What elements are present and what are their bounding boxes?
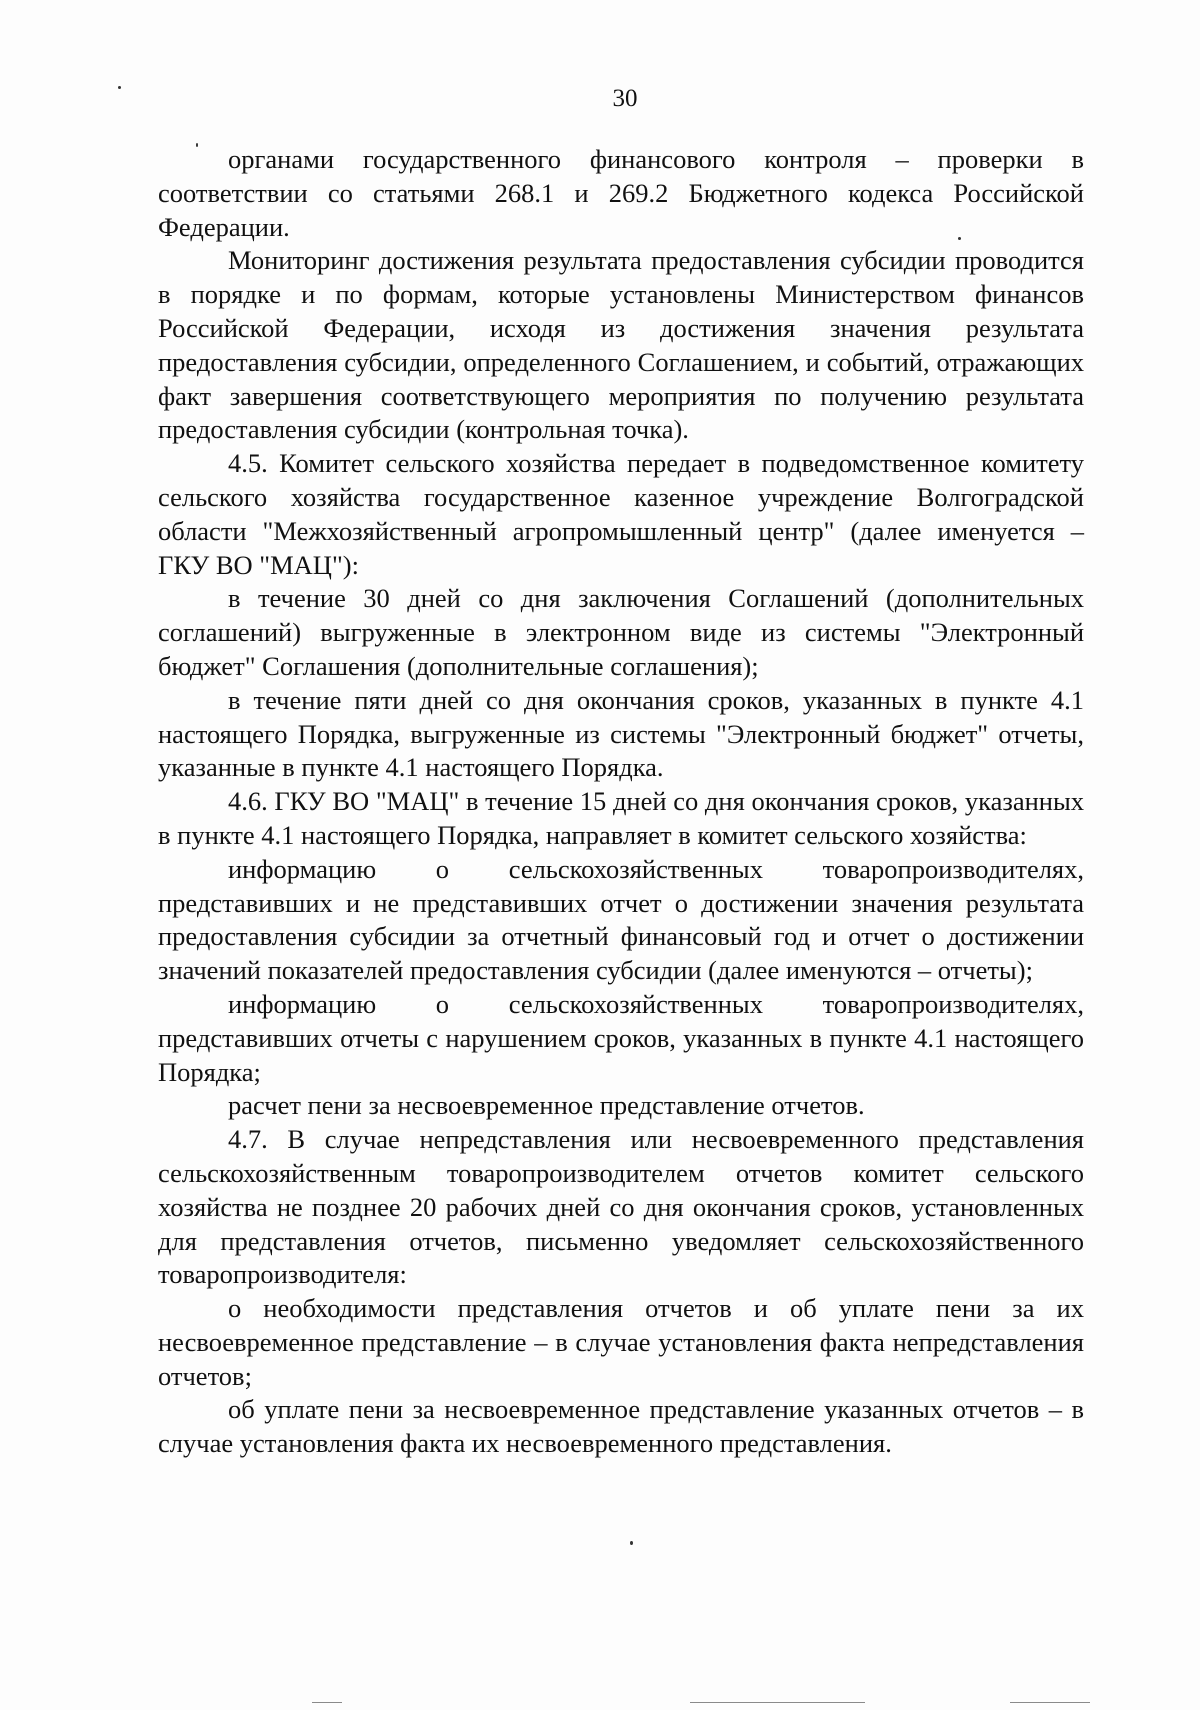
scan-speck <box>630 1541 633 1545</box>
scan-speck <box>118 86 121 89</box>
paragraph: в течение пяти дней со дня окончания сроков, указанных в пункте 4.1 настоящего Порядка, выгруженные из системы "Электронный бюджет" отчеты, указанные в пункте 4.1 настоящего Порядка. <box>158 684 1084 783</box>
scan-mark <box>312 1702 342 1703</box>
paragraph: 4.7. В случае непредставления или несвоевременного представления сельскохозяйственным товаропроизводителем отчетов комитет сельского хозяйства не позднее 20 рабочих дней со дня окончания сроков, установленных для представления отчетов, письменно уведомляет сельскохозяйственного товаропроизводителя: <box>158 1124 1084 1290</box>
paragraph: информацию о сельскохозяйственных товаропроизводителях, представивших и не представивших отчет о достижении значения результата предоставления субсидии за отчетный финансовый год и отчет о достижении значений показателей предоставления субсидии (далее именуются – отчеты); <box>158 853 1084 986</box>
document-body <box>158 143 1084 1461</box>
scan-mark <box>690 1702 865 1703</box>
scan-speck <box>958 237 961 240</box>
scan-mark <box>1010 1702 1090 1703</box>
paragraph: в течение 30 дней со дня заключения Соглашений (дополнительных соглашений) выгруженные в электронном виде из системы "Электронный бюджет" Соглашения (дополнительные соглашения); <box>158 583 1084 681</box>
paragraph: информацию о сельскохозяйственных товаропроизводителях, представивших отчеты с нарушением сроков, указанных в пункте 4.1 настоящего Порядка; <box>158 988 1084 1087</box>
scan-speck <box>196 143 198 147</box>
paragraph: Мониторинг достижения результата предоставления субсидии проводится в порядке и по формам, которые установлены Министерством финансов Российской Федерации, исходя из достижения значения результата предоставления субсидии, определенного Соглашением, и событий, отражающих факт завершения соответствующего мероприятия по получению результата предоставления субсидии (контрольная точка). <box>158 245 1084 445</box>
paragraph: органами государственного финансового контроля – проверки в соответствии со статьями 268.1 и 269.2 Бюджетного кодекса Российской Федерации. <box>158 144 1084 242</box>
paragraph: 4.5. Комитет сельского хозяйства передает в подведомственное комитету сельского хозяйства государственное казенное учреждение Волгоградской области "Межхозяйственный агропромышленный центр" (далее именуется – ГКУ ВО "МАЦ"): <box>158 448 1084 580</box>
paragraph: 4.6. ГКУ ВО "МАЦ" в течение 15 дней со дня окончания сроков, указанных в пункте 4.1 настоящего Порядка, направляет в комитет сельского хозяйства: <box>158 786 1084 850</box>
page-number: 30 <box>612 85 638 112</box>
paragraph: о необходимости представления отчетов и об уплате пени за их несвоевременное представление – в случае установления факта непредставления отчетов; <box>158 1293 1084 1391</box>
paragraph: расчет пени за несвоевременное представление отчетов. <box>228 1090 865 1121</box>
paragraph: об уплате пени за несвоевременное представление указанных отчетов – в случае установления факта их несвоевременного представления. <box>158 1394 1084 1459</box>
